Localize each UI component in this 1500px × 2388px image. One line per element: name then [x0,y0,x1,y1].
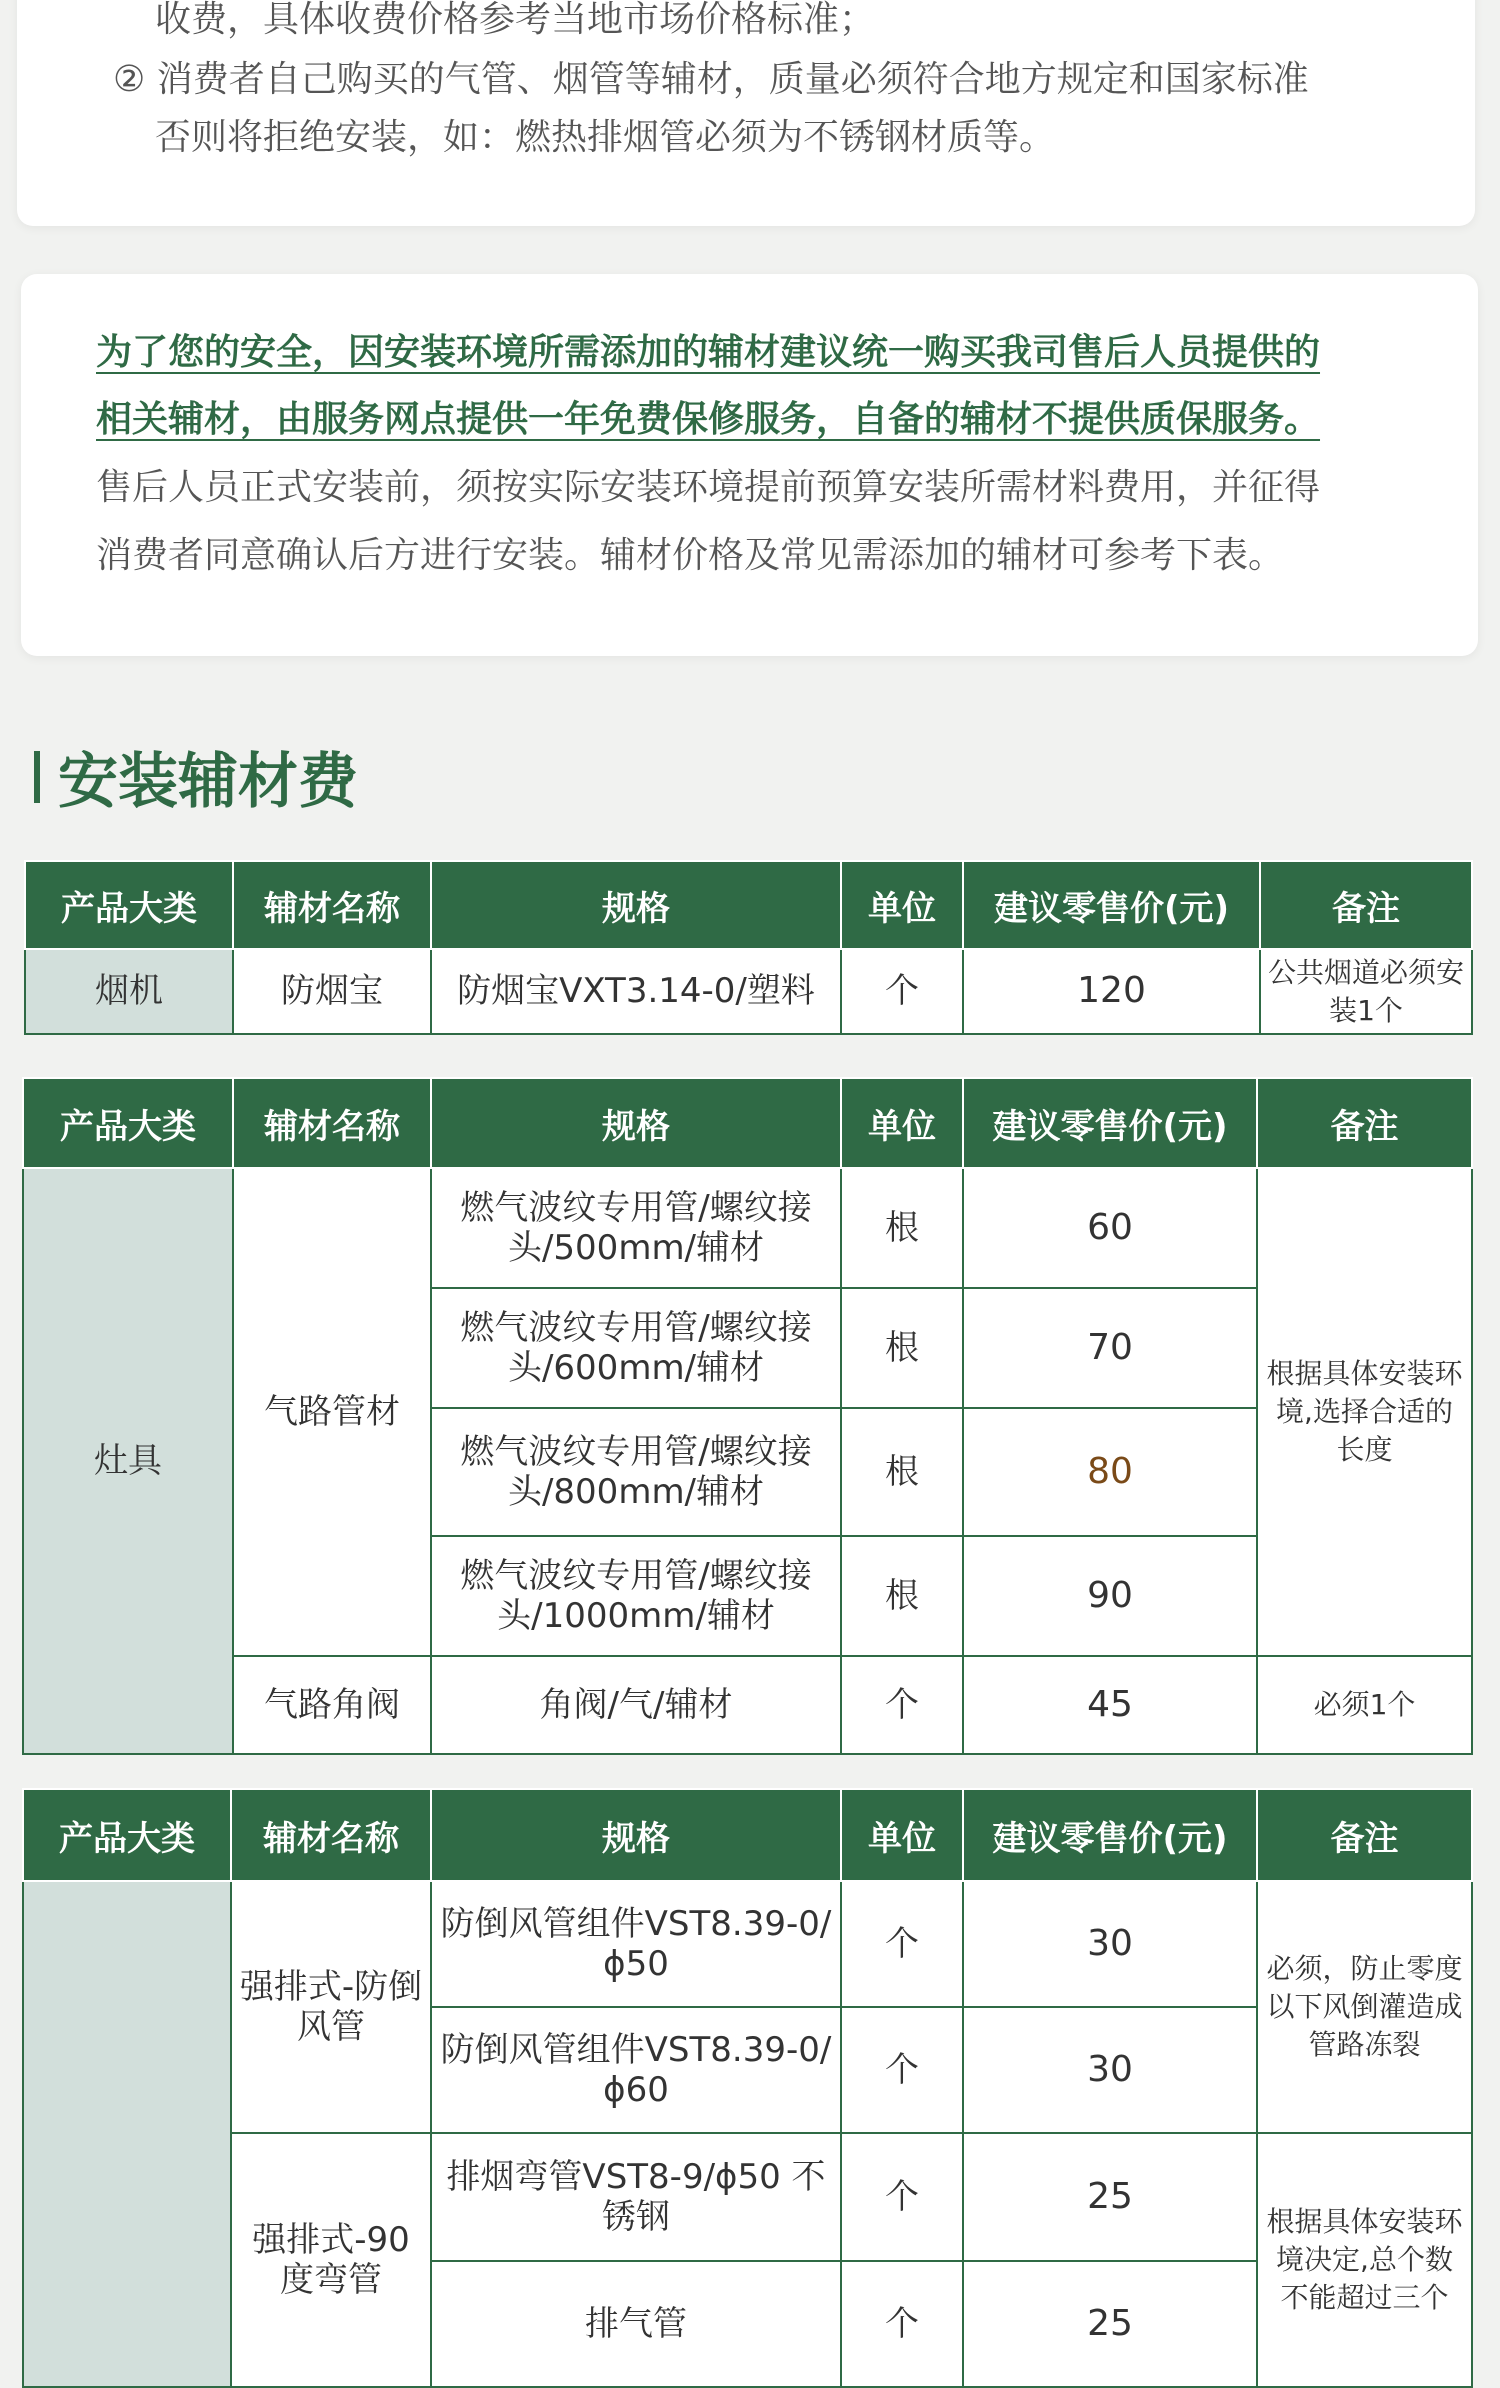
price-cell: 120 [963,949,1260,1034]
stove-table [22,1077,1473,1755]
spec-cell: 燃气波纹专用管/螺纹接头/1000mm/辅材 [431,1536,841,1656]
price-cell: 70 [963,1288,1257,1408]
safety-line-3: 售后人员正式安装前，须按实际安装环境提前预算安装所需材料费用，并征得 [96,467,1321,508]
safety-line-4: 消费者同意确认后方进行安装。辅材价格及常见需添加的辅材可参考下表。 [96,535,1285,576]
section-title-text: 安装辅材费 [58,747,358,817]
spec-cell: 排烟弯管VST8-9/ϕ50 不锈钢 [431,2133,841,2261]
header-note: 备注 [1260,861,1472,949]
price-cell: 25 [963,2261,1257,2387]
spec-cell: 燃气波纹专用管/螺纹接头/500mm/辅材 [431,1168,841,1288]
table-row [25,949,1472,1034]
safety-line-2: 相关辅材，由服务网点提供一年免费保修服务，自备的辅材不提供质保服务。 [96,399,1321,440]
spec-cell: 燃气波纹专用管/螺纹接头/600mm/辅材 [431,1288,841,1408]
header-category: 产品大类 [23,1078,233,1168]
material-name-cell: 强排式-90度弯管 [231,2133,431,2387]
unit-cell: 个 [841,2261,963,2387]
header-unit: 单位 [841,1078,963,1168]
spec-cell: 防倒风管组件VST8.39-0/ϕ60 [431,2007,841,2133]
unit-cell: 根 [841,1408,963,1536]
header-material-name: 辅材名称 [233,861,431,949]
notice-line-1: 收费，具体收费价格参考当地市场价格标准； [155,0,876,40]
header-spec: 规格 [431,861,841,949]
spec-cell: 防烟宝VXT3.14-0/塑料 [431,949,841,1034]
table-header-row [23,1789,1472,1881]
table-header-row [25,861,1472,949]
notice-line-2: ② 消费者自己购买的气管、烟管等辅材，质量必须符合地方规定和国家标准 [113,59,1309,100]
safety-line-1: 为了您的安全，因安装环境所需添加的辅材建议统一购买我司售后人员提供的 [96,332,1321,373]
unit-cell: 个 [841,949,963,1034]
water-heater-table [22,1788,1473,2388]
table-row [23,1168,1472,1288]
price-cell: 30 [963,2007,1257,2133]
note-cell: 必须，防止零度以下风倒灌造成管路冻裂 [1257,1881,1472,2133]
header-price: 建议零售价(元) [963,1789,1257,1881]
category-cell: 灶具 [23,1168,233,1754]
unit-cell: 个 [841,2133,963,2261]
price-cell: 45 [963,1656,1257,1754]
header-spec: 规格 [431,1789,841,1881]
header-material-name: 辅材名称 [233,1078,431,1168]
table-row [23,1881,1472,2007]
unit-cell: 根 [841,1288,963,1408]
category-cell: 烟机 [25,949,233,1034]
material-name-cell: 防烟宝 [233,949,431,1034]
section-title [34,742,358,817]
header-category: 产品大类 [25,861,233,949]
spec-cell: 燃气波纹专用管/螺纹接头/800mm/辅材 [431,1408,841,1536]
header-price: 建议零售价(元) [963,861,1260,949]
note-cell: 根据具体安装环境决定,总个数不能超过三个 [1257,2133,1472,2387]
table-row [23,2133,1472,2261]
spec-cell: 排气管 [431,2261,841,2387]
price-cell: 90 [963,1536,1257,1656]
notice-line-3: 否则将拒绝安装，如：燃热排烟管必须为不锈钢材质等。 [155,117,1056,158]
price-cell: 25 [963,2133,1257,2261]
header-unit: 单位 [841,861,963,949]
note-cell: 必须1个 [1257,1656,1472,1754]
material-name-cell: 气路管材 [233,1168,431,1656]
material-name-cell: 强排式-防倒风管 [231,1881,431,2133]
unit-cell: 个 [841,1656,963,1754]
spec-cell: 防倒风管组件VST8.39-0/ϕ50 [431,1881,841,2007]
price-cell: 60 [963,1168,1257,1288]
table-header-row [23,1078,1472,1168]
table-row [23,1656,1472,1754]
note-cell: 公共烟道必须安装1个 [1260,949,1472,1034]
header-note: 备注 [1257,1789,1472,1881]
header-spec: 规格 [431,1078,841,1168]
unit-cell: 根 [841,1536,963,1656]
price-cell: 80 [963,1408,1257,1536]
header-note: 备注 [1257,1078,1472,1168]
section-title-bar [34,751,40,803]
header-category: 产品大类 [23,1789,231,1881]
material-name-cell: 气路角阀 [233,1656,431,1754]
unit-cell: 个 [841,1881,963,2007]
unit-cell: 根 [841,1168,963,1288]
category-cell [23,1881,231,2387]
notice-card [17,0,1475,226]
note-cell: 根据具体安装环境,选择合适的长度 [1257,1168,1472,1656]
spec-cell: 角阀/气/辅材 [431,1656,841,1754]
unit-cell: 个 [841,2007,963,2133]
header-price: 建议零售价(元) [963,1078,1257,1168]
range-hood-table [24,860,1473,1035]
price-cell: 30 [963,1881,1257,2007]
header-unit: 单位 [841,1789,963,1881]
header-material-name: 辅材名称 [231,1789,431,1881]
safety-card [21,274,1478,656]
